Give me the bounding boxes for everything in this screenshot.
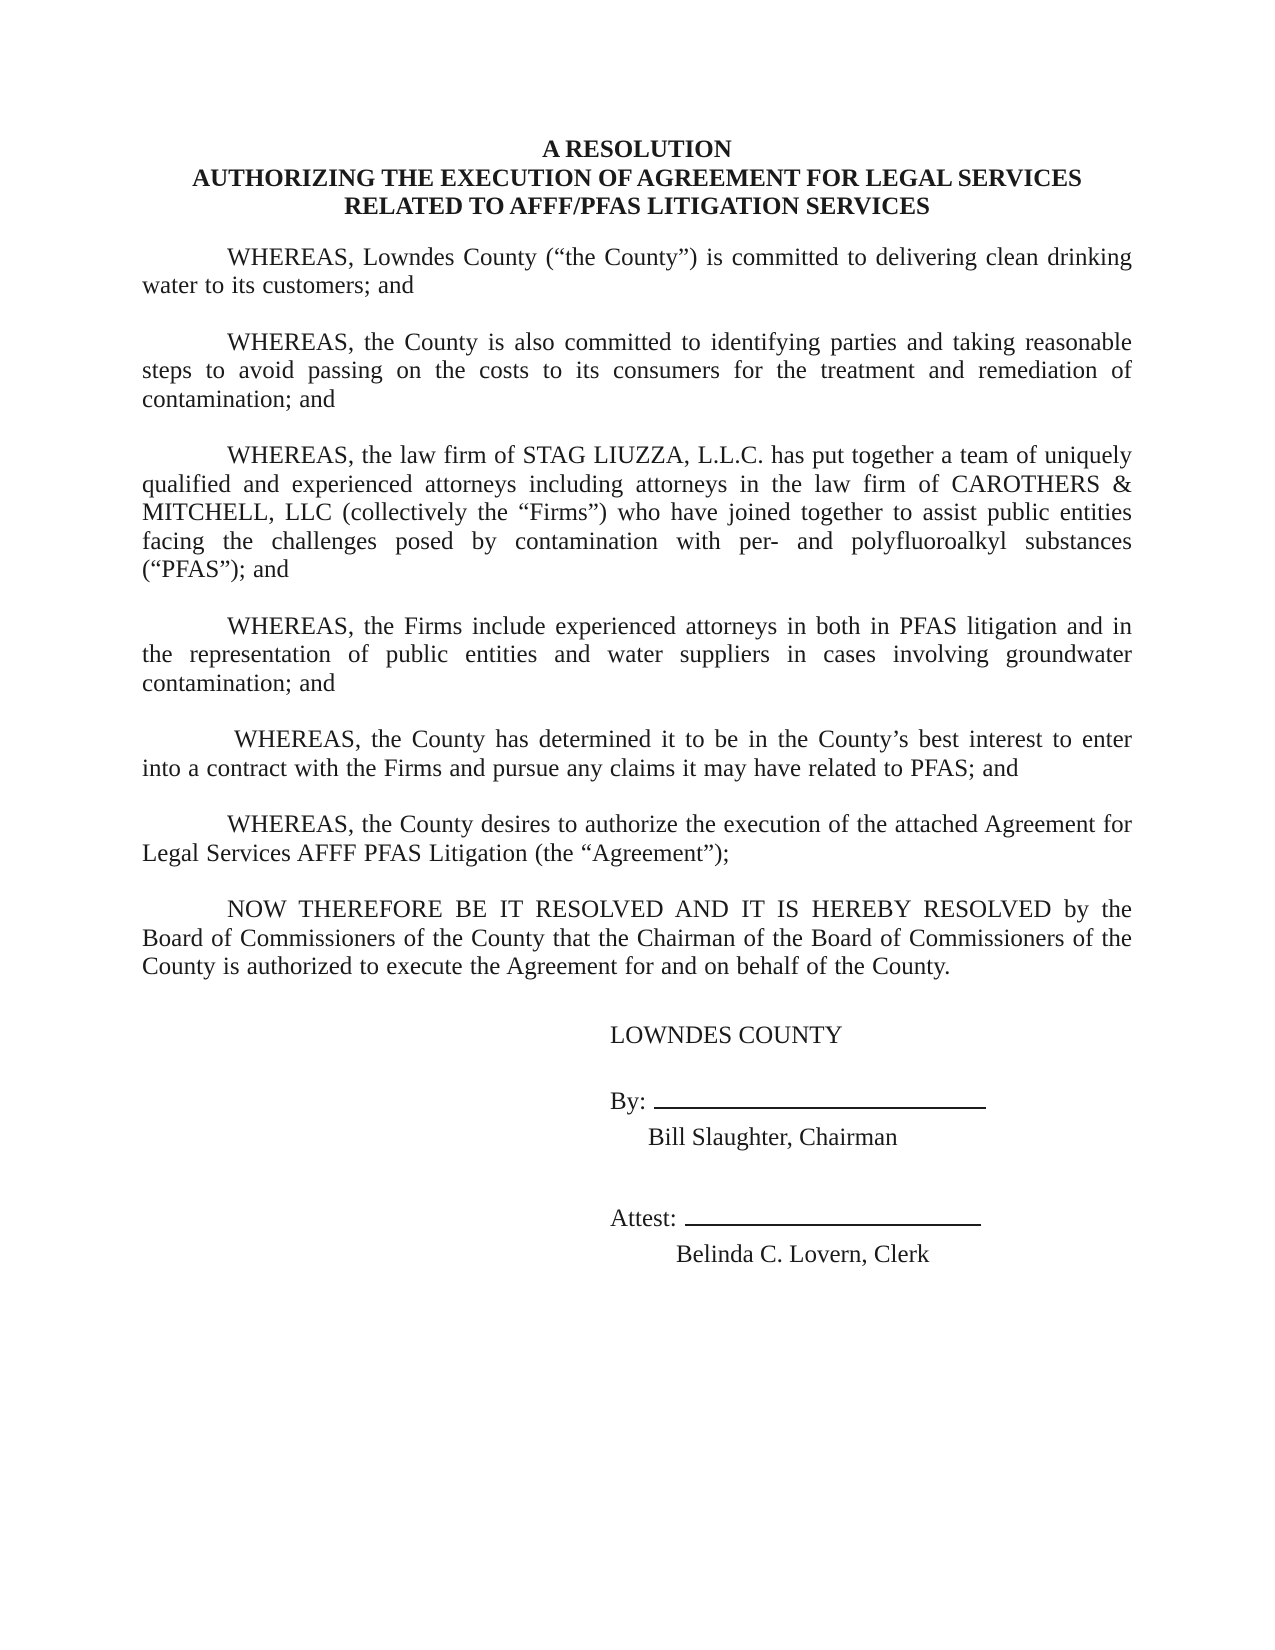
whereas-paragraph-2: WHEREAS, the County is also committed to identifying parties and taking reasonable steps to avoid passing on the costs to its consumers for the treatment and remediation of contamination; and <box>142 328 1132 413</box>
whereas-paragraph-4: WHEREAS, the Firms include experienced attorneys in both in PFAS litigation and in the representation of public entities and water suppliers in cases involving groundwater contamination; and <box>142 612 1132 697</box>
whereas-paragraph-3: WHEREAS, the law firm of STAG LIUZZA, L.L.C. has put together a team of uniquely qualified and experienced attorneys including attorneys in the law firm of CAROTHERS & MITCHELL, LLC (collectively the “Firms”) who have joined together to assist public entities facing the challenges posed by contamination with per- and polyfluoroalkyl substances (“PFAS”); and <box>142 442 1132 583</box>
title-line-2: AUTHORIZING THE EXECUTION OF AGREEMENT FOR LEGAL SERVICES <box>192 164 1082 192</box>
signature-block <box>610 1022 986 1270</box>
chairman-name: Bill Slaughter, Chairman <box>648 1124 898 1151</box>
by-signature-row <box>610 1085 986 1117</box>
by-signature-line <box>654 1085 986 1109</box>
attest-signature-line <box>685 1202 981 1226</box>
document-content <box>142 136 1132 1010</box>
by-label: By: <box>610 1087 647 1115</box>
resolved-paragraph: NOW THEREFORE BE IT RESOLVED AND IT IS HEREBY RESOLVED by the Board of Commissioners of the County that the Chairman of the Board of Commissioners of the County is authorized to execute the Agreement for and on behalf of the County. <box>142 896 1132 980</box>
title-line-1: A RESOLUTION <box>542 136 732 163</box>
organization-name: LOWNDES COUNTY <box>610 1022 843 1049</box>
clerk-name: Belinda C. Lovern, Clerk <box>676 1241 930 1268</box>
clerk-name-row <box>610 1241 986 1270</box>
document-title <box>142 136 1132 222</box>
attest-label: Attest: <box>610 1204 677 1232</box>
title-line-3: RELATED TO AFFF/PFAS LITIGATION SERVICES <box>344 193 930 220</box>
whereas-paragraph-1: WHEREAS, Lowndes County (“the County”) is committed to delivering clean drinking water to its customers; and <box>142 243 1132 299</box>
attest-signature-row <box>610 1202 986 1234</box>
whereas-paragraph-6: WHEREAS, the County desires to authorize the execution of the attached Agreement for Legal Services AFFF PFAS Litigation (the “Agreement”); <box>142 811 1132 867</box>
whereas-paragraph-5: WHEREAS, the County has determined it to be in the County’s best interest to enter into a contract with the Firms and pursue any claims it may have related to PFAS; and <box>142 726 1132 782</box>
chairman-name-row <box>610 1124 986 1153</box>
